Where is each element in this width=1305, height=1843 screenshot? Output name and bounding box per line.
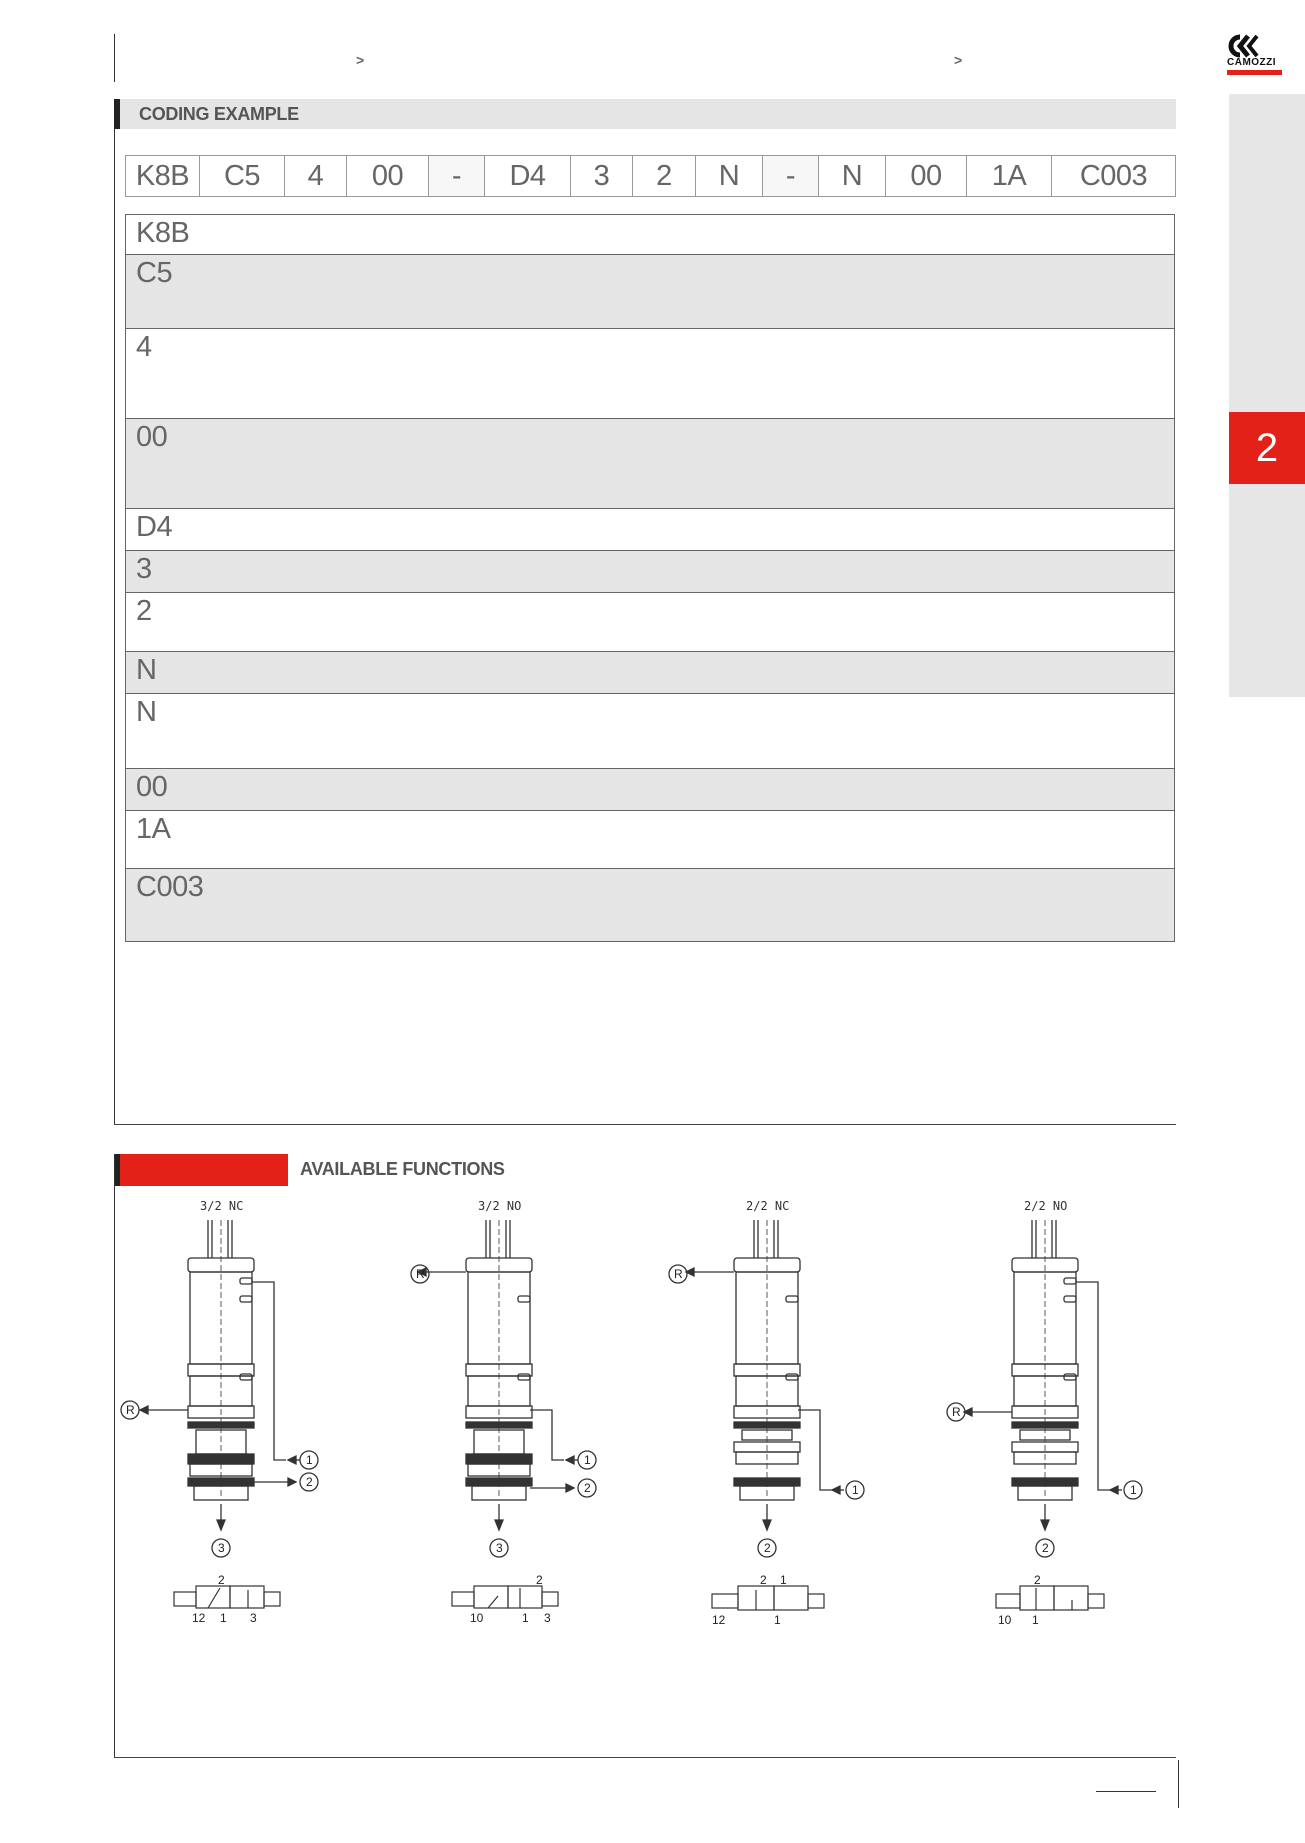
code-cell: 4 bbox=[284, 156, 346, 196]
brand-name: CAMOZZI bbox=[1227, 57, 1277, 68]
table-row bbox=[126, 255, 1174, 329]
svg-text:1: 1 bbox=[584, 1453, 591, 1467]
svg-text:1: 1 bbox=[306, 1453, 313, 1467]
svg-text:2: 2 bbox=[306, 1475, 313, 1489]
svg-text:3: 3 bbox=[544, 1611, 551, 1625]
svg-text:1: 1 bbox=[852, 1483, 859, 1497]
breadcrumb-separator: > bbox=[954, 52, 963, 68]
row-code: C5 bbox=[136, 257, 173, 289]
svg-text:1: 1 bbox=[1032, 1613, 1039, 1627]
code-cell: 00 bbox=[346, 156, 428, 196]
coding-table bbox=[125, 214, 1175, 942]
frame-bottom-line bbox=[114, 1757, 1176, 1758]
svg-text:1: 1 bbox=[522, 1611, 529, 1625]
valve-diagram-2-2-no bbox=[934, 1198, 1174, 1658]
section-marker bbox=[114, 99, 120, 129]
code-cell: K8B bbox=[125, 156, 199, 196]
svg-text:3: 3 bbox=[250, 1611, 257, 1625]
code-cell: 1A bbox=[966, 156, 1051, 196]
row-code: 00 bbox=[136, 771, 168, 803]
code-cell: C5 bbox=[199, 156, 284, 196]
table-row bbox=[126, 509, 1174, 551]
coding-example-header bbox=[114, 99, 1176, 129]
table-row bbox=[126, 419, 1174, 509]
row-code: K8B bbox=[136, 217, 190, 249]
code-cell: 3 bbox=[570, 156, 632, 196]
svg-text:R: R bbox=[952, 1405, 961, 1419]
side-tab-strip bbox=[1229, 94, 1305, 697]
table-row bbox=[126, 811, 1174, 869]
row-code: 4 bbox=[136, 331, 152, 363]
chapter-number: 2 bbox=[1255, 426, 1279, 470]
valve-diagram-3-2-nc bbox=[110, 1198, 350, 1658]
svg-text:3: 3 bbox=[218, 1541, 225, 1555]
footer-divider bbox=[1178, 1760, 1179, 1808]
row-code: D4 bbox=[136, 511, 173, 543]
svg-text:1: 1 bbox=[1130, 1483, 1137, 1497]
code-cell: 00 bbox=[885, 156, 966, 196]
breadcrumb-separator: > bbox=[356, 52, 365, 68]
table-row bbox=[126, 769, 1174, 811]
table-row bbox=[126, 694, 1174, 769]
row-code: 00 bbox=[136, 421, 168, 453]
svg-text:3: 3 bbox=[496, 1541, 503, 1555]
svg-text:R: R bbox=[674, 1267, 683, 1281]
svg-text:2: 2 bbox=[1042, 1541, 1049, 1555]
row-code: 2 bbox=[136, 595, 152, 627]
svg-text:10: 10 bbox=[470, 1611, 484, 1625]
table-row bbox=[126, 652, 1174, 694]
svg-text:2: 2 bbox=[536, 1573, 543, 1587]
code-cell: N bbox=[695, 156, 762, 196]
row-code: N bbox=[136, 696, 157, 728]
row-code: N bbox=[136, 654, 157, 686]
code-cell: C003 bbox=[1051, 156, 1176, 196]
svg-text:R: R bbox=[416, 1267, 425, 1281]
svg-text:2: 2 bbox=[1034, 1573, 1041, 1587]
camozzi-logo-icon bbox=[1226, 34, 1260, 58]
svg-text:12: 12 bbox=[712, 1613, 726, 1627]
table-row bbox=[126, 551, 1174, 593]
code-cell: 2 bbox=[632, 156, 695, 196]
table-row bbox=[126, 215, 1174, 255]
svg-text:10: 10 bbox=[998, 1613, 1012, 1627]
svg-text:2: 2 bbox=[760, 1573, 767, 1587]
brand-bar bbox=[1227, 70, 1282, 75]
available-functions-title: AVAILABLE FUNCTIONS bbox=[300, 1159, 505, 1179]
code-cell: - bbox=[762, 156, 818, 196]
header-divider bbox=[114, 34, 115, 82]
svg-text:12: 12 bbox=[192, 1611, 206, 1625]
code-cell: - bbox=[428, 156, 484, 196]
table-row bbox=[126, 329, 1174, 419]
svg-text:1: 1 bbox=[220, 1611, 227, 1625]
table-row bbox=[126, 593, 1174, 652]
valve-diagram-2-2-nc bbox=[656, 1198, 896, 1658]
svg-text:2: 2 bbox=[584, 1481, 591, 1495]
svg-text:2: 2 bbox=[218, 1573, 225, 1587]
svg-text:R: R bbox=[126, 1403, 135, 1417]
svg-text:2: 2 bbox=[764, 1541, 771, 1555]
svg-text:1: 1 bbox=[780, 1573, 787, 1587]
row-code: C003 bbox=[136, 871, 204, 903]
frame-left-line bbox=[114, 99, 115, 1125]
row-code: 3 bbox=[136, 553, 152, 585]
code-strip bbox=[125, 155, 1176, 197]
code-cell: N bbox=[818, 156, 885, 196]
frame-bottom-line bbox=[114, 1124, 1176, 1125]
table-row bbox=[126, 869, 1174, 941]
row-code: 1A bbox=[136, 813, 171, 845]
code-cell: D4 bbox=[484, 156, 570, 196]
svg-text:1: 1 bbox=[774, 1613, 781, 1627]
footer-rule bbox=[1096, 1791, 1156, 1792]
function-label: 3/2 NC bbox=[200, 1199, 244, 1213]
valve-diagram-3-2-no bbox=[388, 1198, 628, 1658]
functions-header-bar bbox=[114, 1154, 288, 1186]
function-label: 2/2 NC bbox=[746, 1199, 790, 1213]
function-label: 3/2 NO bbox=[478, 1199, 522, 1213]
coding-example-title: CODING EXAMPLE bbox=[139, 104, 299, 124]
function-label: 2/2 NO bbox=[1024, 1199, 1068, 1213]
